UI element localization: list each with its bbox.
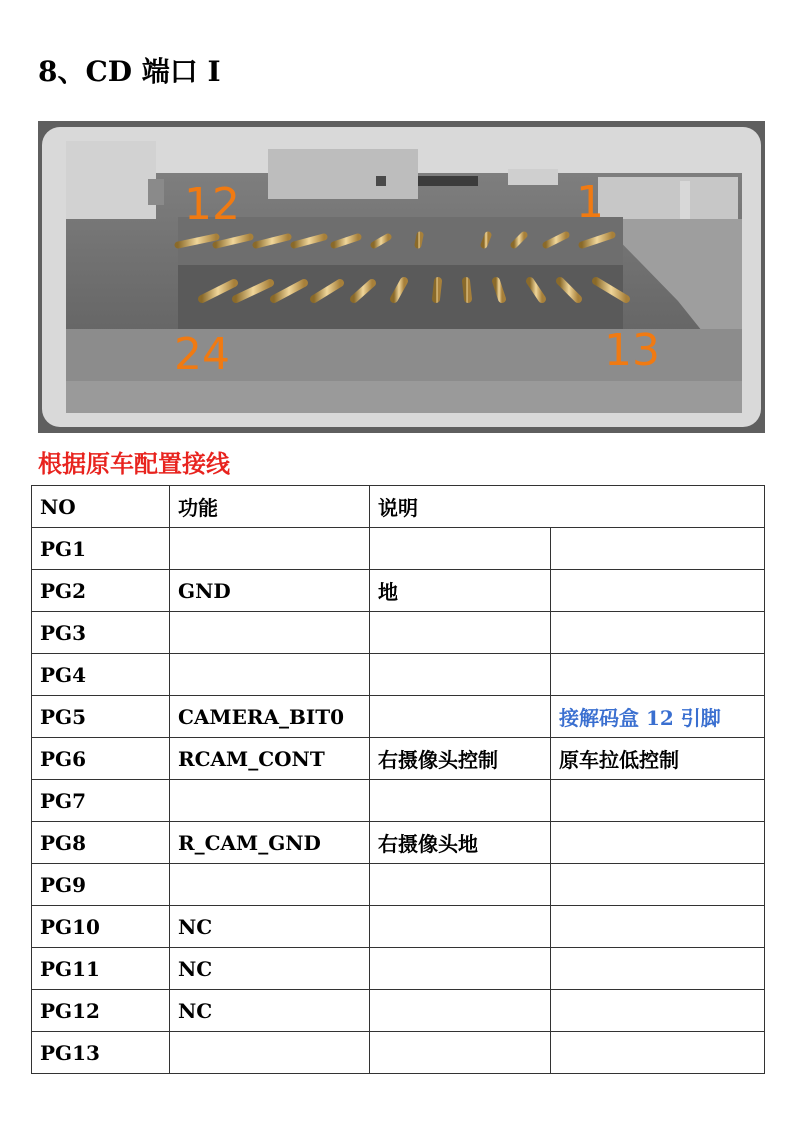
pin-number-cell: PG6 <box>32 738 170 780</box>
note-cell <box>551 906 765 948</box>
note-cell <box>551 654 765 696</box>
table-row <box>32 948 765 990</box>
pin-number-cell: PG3 <box>32 612 170 654</box>
function-cell: NC <box>170 948 370 990</box>
function-cell: RCAM_CONT <box>170 738 370 780</box>
table-header-row <box>32 486 765 528</box>
table-row <box>32 528 765 570</box>
pin-label-12: 12 <box>184 179 240 230</box>
pin-number-cell: PG7 <box>32 780 170 822</box>
connector-photo <box>38 121 765 433</box>
function-cell <box>170 528 370 570</box>
note-cell <box>551 990 765 1032</box>
note-cell: 原车拉低控制 <box>551 738 765 780</box>
header-function: 功能 <box>170 486 370 528</box>
note-cell <box>551 822 765 864</box>
function-cell <box>170 780 370 822</box>
table-row <box>32 906 765 948</box>
section-heading: 8、CD 端口 I <box>38 55 221 88</box>
table-row <box>32 654 765 696</box>
pin-number-cell: PG13 <box>32 1032 170 1074</box>
wiring-note: 根据原车配置接线 <box>38 449 230 478</box>
note-cell <box>551 864 765 906</box>
description-cell <box>370 906 551 948</box>
note-cell <box>551 612 765 654</box>
pin-number-cell: PG8 <box>32 822 170 864</box>
pin-table <box>31 485 765 1074</box>
description-cell <box>370 1032 551 1074</box>
pin-number-cell: PG4 <box>32 654 170 696</box>
header-no: NO <box>32 486 170 528</box>
description-cell <box>370 864 551 906</box>
pin-number-cell: PG11 <box>32 948 170 990</box>
note-cell: 接解码盒 12 引脚 <box>551 696 765 738</box>
table-row <box>32 696 765 738</box>
table-row <box>32 1032 765 1074</box>
description-cell <box>370 528 551 570</box>
function-cell: CAMERA_BIT0 <box>170 696 370 738</box>
function-cell: NC <box>170 990 370 1032</box>
note-cell <box>551 570 765 612</box>
pin-label-1: 1 <box>576 177 604 228</box>
table-row <box>32 780 765 822</box>
pin-number-cell: PG2 <box>32 570 170 612</box>
table-row <box>32 570 765 612</box>
function-cell: R_CAM_GND <box>170 822 370 864</box>
table-row <box>32 864 765 906</box>
description-cell: 右摄像头控制 <box>370 738 551 780</box>
note-cell <box>551 948 765 990</box>
function-cell <box>170 654 370 696</box>
description-cell <box>370 780 551 822</box>
table-row <box>32 822 765 864</box>
description-cell <box>370 612 551 654</box>
function-cell <box>170 1032 370 1074</box>
connector-illustration <box>38 121 765 433</box>
function-cell: NC <box>170 906 370 948</box>
note-cell <box>551 780 765 822</box>
pin-number-cell: PG10 <box>32 906 170 948</box>
pin-label-24: 24 <box>174 329 230 380</box>
description-cell <box>370 654 551 696</box>
table-row <box>32 738 765 780</box>
table-row <box>32 990 765 1032</box>
description-cell: 右摄像头地 <box>370 822 551 864</box>
note-cell <box>551 528 765 570</box>
description-cell <box>370 948 551 990</box>
description-cell <box>370 696 551 738</box>
description-cell: 地 <box>370 570 551 612</box>
function-cell <box>170 864 370 906</box>
description-cell <box>370 990 551 1032</box>
pin-number-cell: PG12 <box>32 990 170 1032</box>
function-cell <box>170 612 370 654</box>
table-row <box>32 612 765 654</box>
function-cell: GND <box>170 570 370 612</box>
pin-number-cell: PG9 <box>32 864 170 906</box>
header-description: 说明 <box>370 486 765 528</box>
pin-number-cell: PG1 <box>32 528 170 570</box>
note-cell <box>551 1032 765 1074</box>
pin-label-13: 13 <box>604 325 660 376</box>
pin-number-cell: PG5 <box>32 696 170 738</box>
